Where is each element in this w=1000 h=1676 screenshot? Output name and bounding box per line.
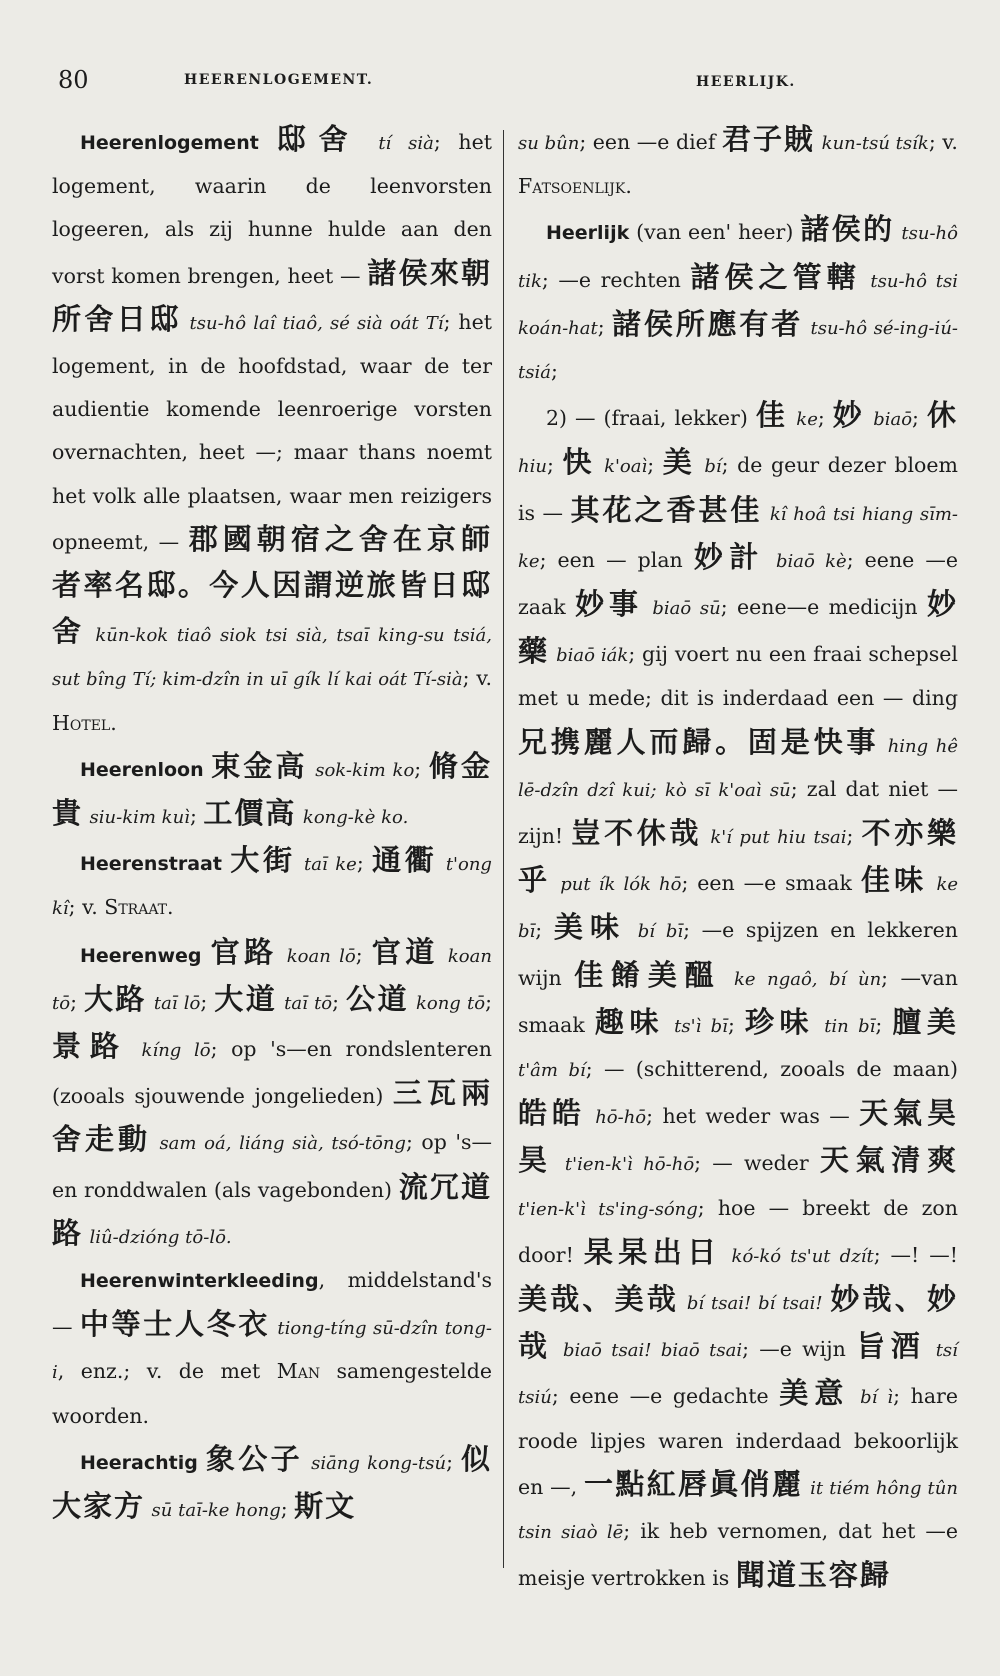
- romanization: taī tō: [284, 992, 333, 1014]
- chinese-text: 三瓦兩舍走動: [52, 1076, 492, 1157]
- chinese-text: 通衢: [372, 843, 438, 878]
- chinese-text: 中等士人冬衣: [79, 1307, 271, 1342]
- romanization: tsu-hô tsi koán-hat: [518, 270, 958, 339]
- chinese-text: 官路: [210, 934, 278, 969]
- definition-text: ;: [70, 989, 84, 1014]
- chinese-text: 其花之香甚佳: [570, 492, 763, 527]
- romanization: liû-dzióng tō-lō.: [89, 1226, 232, 1248]
- chinese-text: 大道: [214, 981, 278, 1016]
- definition-text: ;: [200, 989, 215, 1014]
- chinese-text: 不亦樂乎: [518, 816, 958, 898]
- chinese-text: 諸侯的: [800, 212, 895, 247]
- chinese-text: 官道: [371, 934, 439, 969]
- romanization: ke: [796, 409, 818, 431]
- romanization: sū taī-ke hong: [151, 1500, 281, 1522]
- romanization: put ík lók hō: [560, 874, 682, 896]
- chinese-text: 美哉、美哉: [518, 1282, 680, 1317]
- definition-text: ; ik heb vernomen, dat het —e meisje vertrokken is: [518, 1519, 958, 1591]
- romanization: kong tō: [415, 992, 486, 1014]
- left-column: [52, 118, 492, 1532]
- page-number: 80: [58, 66, 89, 94]
- romanization: hiu: [518, 456, 547, 478]
- definition-text: ; op 's—en rondslenteren (zooals sjouwende jongelieden): [52, 1037, 492, 1109]
- romanization: bí ì: [860, 1387, 894, 1409]
- chinese-text: 公道: [346, 981, 409, 1016]
- romanization: hing hê lē-dzîn dzî kui; kò sī k'oaì sū: [518, 735, 958, 801]
- definition-text: ; een —e dief: [579, 130, 722, 154]
- definition-text: ; —e wijn: [742, 1337, 857, 1362]
- romanization: sok-kim ko: [315, 759, 415, 781]
- definition-text: ;: [280, 1497, 295, 1522]
- chinese-text: 一點紅唇眞俏麗: [584, 1466, 804, 1501]
- romanization: tsí tsiú: [518, 1340, 958, 1409]
- entry-heerlijk: [518, 208, 958, 394]
- chinese-text: 妙哉、妙哉: [518, 1282, 958, 1364]
- definition-text: ; een —e smaak: [681, 871, 861, 896]
- romanization: sam oá, liáng sià, tsó-tōng: [159, 1133, 406, 1155]
- cross-reference: Fatsoenlijk.: [518, 174, 632, 199]
- chinese-text: 妙事: [575, 587, 643, 622]
- romanization: kî hoâ tsi hiang sīm-ke: [518, 503, 958, 572]
- definition-text: ; op 's—en ronddwalen (als vagebonden): [52, 1130, 492, 1202]
- definition-text: ;: [535, 918, 554, 943]
- chinese-text: 聞道玉容歸: [735, 1558, 891, 1593]
- definition-text: ;: [727, 1012, 745, 1037]
- definition-text: ;: [550, 359, 558, 384]
- entry-heerenstraat: [52, 839, 492, 930]
- running-head-left: HEERENLOGEMENT.: [184, 72, 374, 88]
- chinese-text: 束金高: [211, 748, 308, 783]
- definition-text: ;: [355, 942, 372, 967]
- entry-heerenwinterkleeding: [52, 1259, 492, 1438]
- chinese-text: 休: [926, 398, 958, 433]
- headword: Heerenweg: [80, 944, 202, 967]
- definition-text: ; eene —e zaak: [518, 547, 958, 620]
- romanization: ke ngaô, bí ùn: [733, 968, 882, 990]
- headword: Heerenwinterkleeding: [80, 1270, 319, 1293]
- chinese-text: 妙計: [693, 539, 765, 574]
- romanization: hō-hō: [595, 1107, 647, 1129]
- definition-text: ; het weder was —: [646, 1104, 860, 1129]
- definition-text: ; —! —!: [873, 1242, 958, 1267]
- romanization: ke bī: [518, 874, 958, 943]
- chinese-text: 佳: [755, 398, 789, 433]
- definition-text: ; hare roode lipjes waren inderdaad bekoorlijk en —,: [518, 1384, 958, 1499]
- definition-text: ; hoe — breekt de zon door!: [518, 1195, 958, 1267]
- chinese-text: 皓皓: [518, 1096, 586, 1131]
- headword: Heerenlogement: [80, 132, 259, 154]
- romanization: kūn-kok tiaô siok tsi sià, tsaī king-su tsiá, sut bîng Tí; kim-dzîn in uī gík lí kai oát Tí-sià: [52, 625, 492, 691]
- definition-text: ; gij voert nu een fraai schepsel met u mede; dit is inderdaad een — ding: [518, 642, 958, 711]
- romanization: kong-kè ko.: [302, 807, 409, 829]
- chinese-text: 妙: [832, 398, 866, 433]
- romanization: biaō sū: [652, 598, 721, 620]
- definition-text: ; —e rechten: [541, 267, 691, 292]
- chinese-text: 諸侯所應有者: [612, 306, 804, 341]
- romanization: kíng lō: [141, 1040, 211, 1062]
- chinese-text: 大街: [230, 843, 296, 878]
- entry-heerlijk-sense-2: [518, 394, 958, 1600]
- romanization: bí: [704, 456, 722, 478]
- definition-text: ; v.: [928, 130, 958, 154]
- definition-text: , middelstand's —: [52, 1268, 492, 1340]
- cross-reference: Man: [276, 1359, 321, 1384]
- chinese-text: 諸侯來朝所舍日邸: [52, 255, 492, 336]
- chinese-text: 天氣清爽: [819, 1143, 958, 1178]
- romanization: t'ien-k'ì hō-hō: [564, 1154, 695, 1176]
- definition-text: ;: [356, 851, 372, 876]
- romanization: tiong-tíng sū-dzîn tong-i: [52, 1318, 492, 1384]
- romanization: tin bī: [824, 1015, 876, 1037]
- romanization: kun-tsú tsík: [821, 133, 929, 154]
- cross-reference: Hotel.: [52, 710, 117, 735]
- cross-reference: Straat.: [104, 895, 174, 920]
- romanization: koan lō: [286, 945, 356, 967]
- chinese-text: 佳餚美醞: [574, 957, 722, 992]
- chinese-text: 兄携麗人而歸。固是快事: [518, 724, 880, 759]
- chinese-text: 杲杲出日: [583, 1234, 722, 1269]
- definition-text: ; eene—e medicijn: [720, 595, 927, 620]
- running-head-right: HEERLIJK.: [696, 74, 796, 90]
- definition-text: ; zal dat niet — zijn!: [518, 776, 959, 849]
- romanization: t'ong kî: [52, 854, 492, 920]
- chinese-text: 珍味: [744, 1004, 815, 1039]
- chinese-text: 美: [662, 445, 696, 480]
- chinese-text: 妙藥: [518, 587, 958, 669]
- romanization: tsu-hô laî tiaô, sé sià oát Tí: [189, 312, 444, 334]
- romanization: tsu-hô tik: [518, 223, 958, 292]
- chinese-text: 趣味: [594, 1004, 665, 1039]
- romanization: biaō: [873, 409, 913, 431]
- chinese-text: 天氣昊昊: [518, 1096, 958, 1178]
- romanization: biaō iák: [556, 645, 629, 667]
- definition-text: ; — weder: [694, 1151, 820, 1176]
- chinese-text: 美味: [553, 910, 627, 945]
- chinese-text: 脩金貴: [52, 748, 492, 831]
- definition-text: ;: [332, 989, 347, 1014]
- definition-text: ;: [875, 1012, 893, 1037]
- definition-text: ; v.: [462, 666, 492, 691]
- romanization: koan tō: [52, 945, 492, 1014]
- romanization: it tiém hông tûn tsin siaò lē: [518, 1477, 958, 1544]
- romanization: siāng kong-tsú: [311, 1452, 447, 1474]
- definition-text: ;: [597, 314, 612, 339]
- headword: Heerachtig: [80, 1451, 198, 1474]
- definition-text: ; de geur dezer bloem is —: [518, 453, 958, 525]
- romanization: taī ke: [304, 854, 357, 876]
- romanization: k'í put hiu tsai: [710, 827, 847, 849]
- definition-text: ; een — plan: [539, 547, 694, 572]
- chinese-text: 君子賊: [721, 122, 816, 156]
- definition-text: ;: [485, 989, 492, 1014]
- chinese-text: 大路: [83, 981, 147, 1016]
- definition-text: ;: [846, 824, 862, 849]
- chinese-text: 郡國朝宿之舍在京師者率名邸。今人因謂逆旅皆日邸舍: [52, 521, 492, 649]
- romanization: ts'ì bī: [674, 1015, 728, 1037]
- chinese-text: 工價高: [203, 796, 297, 831]
- definition-text: , enz.; v. de met: [57, 1359, 277, 1384]
- chinese-text: 旨酒: [856, 1329, 926, 1364]
- romanization: biaō kè: [776, 550, 847, 572]
- definition-text: ;: [414, 756, 429, 781]
- romanization: t'âm bí: [518, 1060, 586, 1082]
- definition-text: ;: [647, 453, 663, 478]
- entry-heerenloon: [52, 745, 492, 839]
- running-header: [0, 66, 1000, 96]
- definition-text: ;: [546, 453, 563, 478]
- definition-text: ;: [446, 1449, 461, 1474]
- chinese-text: 美意: [779, 1376, 850, 1411]
- chinese-text: 諸侯之管轄: [690, 259, 861, 294]
- romanization: su bûn: [518, 133, 580, 154]
- definition-text: ; eene —e gedachte: [551, 1384, 780, 1409]
- chinese-text: 似大家方: [52, 1441, 492, 1524]
- romanization: biaō tsai! biaō tsai: [562, 1340, 743, 1362]
- definition-text: ;: [817, 406, 833, 431]
- headword: Heerenloon: [80, 758, 204, 781]
- chinese-text: 象公子: [205, 1441, 304, 1476]
- entry-heerenlogement: [52, 118, 492, 745]
- chinese-text: 豈不休哉: [571, 816, 703, 851]
- definition-text: ;: [189, 804, 204, 829]
- entry-heerenweg: [52, 931, 492, 1259]
- entry-heerachtig: [52, 1438, 492, 1532]
- romanization: taī lō: [153, 992, 201, 1014]
- right-column: [518, 118, 958, 1601]
- column-divider: [503, 130, 504, 1568]
- romanization: bí tsai! bí tsai!: [686, 1293, 823, 1315]
- chinese-text: 快: [562, 445, 596, 480]
- romanization: siu-kim kuì: [89, 807, 190, 829]
- romanization: t'ien-k'ì ts'ing-sóng: [518, 1198, 698, 1220]
- headword: Heerenstraat: [80, 853, 222, 876]
- definition-text: ; het logement, waarin de leenvorsten logeeren, als zij hunne hulde aan den vorst komen brengen, heet —: [52, 130, 492, 288]
- definition-text: ;: [912, 406, 927, 431]
- chinese-text: 邸舍: [276, 122, 361, 156]
- chinese-text: 佳味: [860, 863, 928, 898]
- chinese-text: 景路: [52, 1029, 129, 1064]
- definition-text: samengestelde woorden.: [52, 1359, 492, 1428]
- romanization: tsu-hô sé-ing-iú-tsiá: [518, 317, 958, 384]
- definition-text: ; v.: [68, 895, 105, 920]
- definition-text: ; —e spijzen en lekkeren wijn: [518, 918, 958, 990]
- entry-continuation: [518, 118, 958, 208]
- romanization: kó-kó ts'ut dzít: [731, 1245, 874, 1267]
- chinese-text: 斯文: [294, 1489, 357, 1524]
- chinese-text: 流冗道路: [52, 1169, 492, 1250]
- definition-text: ; — (schitterend, zooals de maan): [585, 1057, 959, 1082]
- chinese-text: 膻美: [892, 1004, 958, 1039]
- definition-text: ; —van smaak: [518, 965, 958, 1037]
- headword: Heerlijk: [546, 222, 630, 245]
- definition-text: 2) — (fraai, lekker): [546, 406, 756, 431]
- definition-text: (van een' heer): [629, 220, 801, 245]
- romanization: k'oaì: [604, 456, 648, 478]
- romanization: bí bī: [637, 921, 684, 943]
- definition-text: ; het logement, in de hoofdstad, waar de ter audientie komende leenroerige vorsten overnachten, heet —; maar thans noemt het volk alle plaatsen, waar men reizigers opneemt, —: [52, 309, 492, 554]
- romanization: tí sià: [378, 133, 434, 154]
